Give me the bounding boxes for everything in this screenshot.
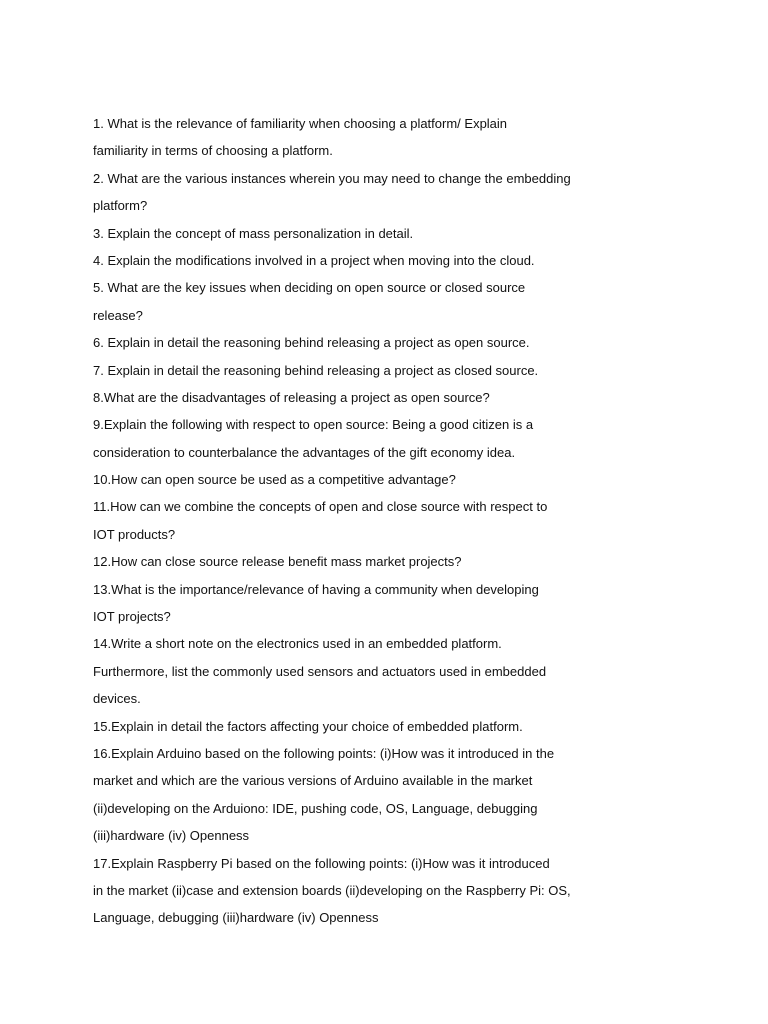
text-line: 12.How can close source release benefit mass market projects? [93, 554, 462, 570]
text-line: 14.Write a short note on the electronics used in an embedded platform. [93, 636, 502, 652]
text-line: 9.Explain the following with respect to open source: Being a good citizen is a [93, 417, 534, 433]
text-line: (iii)hardware (iv) Openness [93, 828, 250, 844]
text-line: 6. Explain in detail the reasoning behind releasing a project as open source. [93, 335, 530, 351]
question-list [93, 110, 733, 932]
text-line: 11.How can we combine the concepts of open and close source with respect to [93, 499, 548, 515]
text-line: IOT projects? [93, 609, 171, 625]
text-line: release? [93, 307, 143, 323]
text-line: familiarity in terms of choosing a platform. [93, 143, 333, 159]
text-line: 4. Explain the modifications involved in a project when moving into the cloud. [93, 252, 535, 268]
text-line: market and which are the various versions of Arduino available in the market [93, 773, 533, 789]
text-line: 16.Explain Arduino based on the following points: (i)How was it introduced in the [93, 745, 555, 761]
text-line: 1. What is the relevance of familiarity when choosing a platform/ Explain [93, 116, 508, 131]
text-line: in the market (ii)case and extension boards (ii)developing on the Raspberry Pi: OS, [93, 882, 571, 898]
text-line: 15.Explain in detail the factors affecting your choice of embedded platform. [93, 718, 523, 734]
text-line: 13.What is the importance/relevance of having a community when developing [93, 581, 539, 597]
text-line: (ii)developing on the Arduiono: IDE, pushing code, OS, Language, debugging [93, 800, 538, 816]
text-line: 3. Explain the concept of mass personalization in detail. [93, 225, 414, 241]
text-line: 2. What are the various instances wherein you may need to change the embedding [93, 170, 571, 186]
text-line: 7. Explain in detail the reasoning behind releasing a project as closed source. [93, 362, 539, 378]
text-line: devices. [93, 691, 141, 707]
text-line: IOT products? [93, 526, 176, 542]
text-line: 8.What are the disadvantages of releasing a project as open source? [93, 389, 490, 405]
text-line: Furthermore, list the commonly used sensors and actuators used in embedded [93, 663, 547, 679]
text-line: 5. What are the key issues when deciding on open source or closed source [93, 280, 526, 296]
text-line: Language, debugging (iii)hardware (iv) Openness [93, 910, 379, 926]
text-line: 10.How can open source be used as a competitive advantage? [93, 472, 456, 488]
text-line: 17.Explain Raspberry Pi based on the following points: (i)How was it introduced [93, 855, 550, 871]
text-line: consideration to counterbalance the advantages of the gift economy idea. [93, 444, 516, 460]
text-line: platform? [93, 198, 148, 214]
